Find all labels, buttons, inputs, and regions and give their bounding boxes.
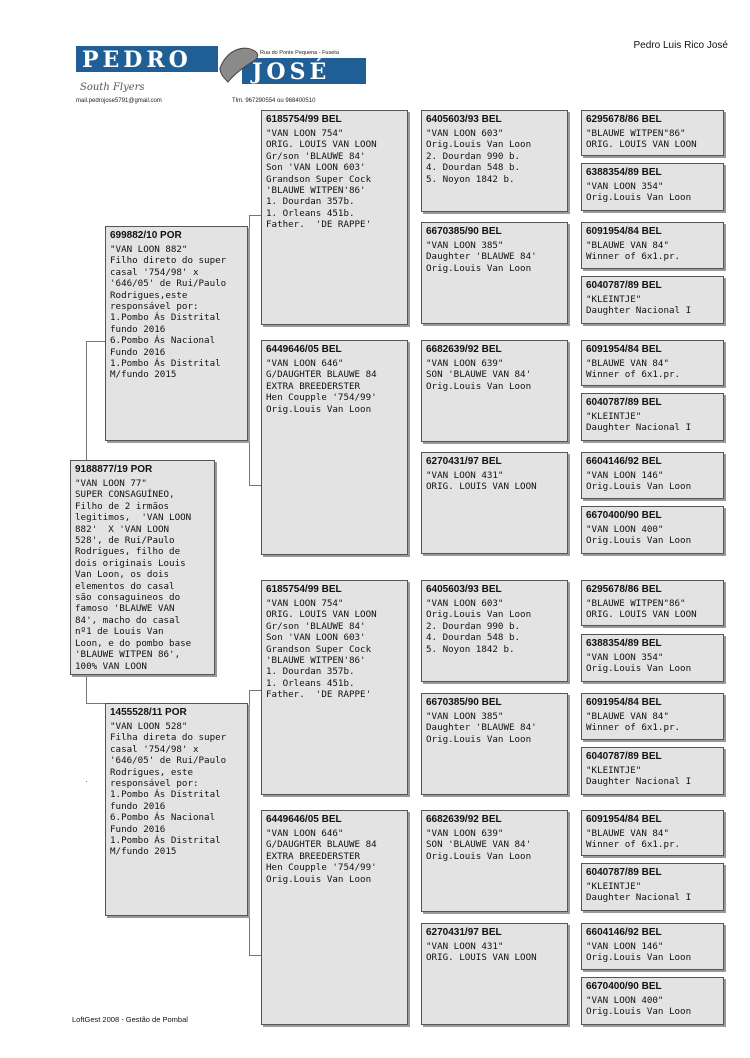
dam-card [105, 703, 248, 916]
connector-line [86, 781, 87, 782]
pigeon-description: "VAN LOON 754" ORIG. LOUIS VAN LOON Gr/son 'BLAUWE 84' Son 'VAN LOON 603' Grandson Super Cock 'BLAUWE WITPEN'86' 1. Dourdan 357b. 1. Orleans 451b. Father. 'DE RAPPE' [266, 128, 377, 231]
connector-line [409, 395, 410, 503]
subject-pigeon-card [70, 460, 215, 675]
connector-line [569, 365, 570, 420]
pigeon-description: "VAN LOON 646" G/DAUGHTER BLAUWE 84 EXTRA BREEDERSTER Hen Coupple '754/99' Orig.Louis Van Loon [266, 358, 377, 415]
pigeon-description: "KLEINTJE" Daughter Nacional I [586, 294, 692, 317]
pigeon-description: "BLAUWE WITPEN"86" ORIG. LOUIS VAN LOON [586, 128, 697, 151]
ancestor-card [581, 393, 724, 441]
owner-name: Pedro Luis Rico José [633, 40, 728, 51]
pigeon-description: "VAN LOON 400" Orig.Louis Van Loon [586, 524, 692, 547]
ring-number: 6449646/05 BEL [266, 814, 342, 825]
pigeon-description: "VAN LOON 431" ORIG. LOUIS VAN LOON [426, 941, 537, 964]
pigeon-description: "VAN LOON 146" Orig.Louis Van Loon [586, 470, 692, 493]
connector-line [86, 703, 106, 704]
pigeon-description: "KLEINTJE" Daughter Nacional I [586, 765, 692, 788]
pigeon-description: "BLAUWE VAN 84" Winner of 6x1.pr. [586, 240, 681, 263]
ring-number: 6295678/86 BEL [586, 114, 662, 125]
ancestor-card [581, 163, 724, 211]
connector-line [569, 720, 570, 775]
logo-email: mail.pedrojose5791@gmail.com [76, 98, 162, 104]
logo-word-1: PEDRO [82, 47, 192, 73]
ancestor-card [581, 580, 724, 626]
connector-line [569, 135, 570, 190]
great-grandparent-card [421, 580, 568, 682]
ancestor-card [581, 923, 724, 970]
pigeon-description: "VAN LOON 754" ORIG. LOUIS VAN LOON Gr/son 'BLAUWE 84' Son 'VAN LOON 603' Grandson Super Cock 'BLAUWE WITPEN'86' 1. Dourdan 357b. 1. Orleans 451b. Father. 'DE RAPPE' [266, 598, 377, 701]
ring-number: 6091954/84 BEL [586, 226, 662, 237]
great-grandparent-card [421, 693, 568, 795]
ring-number: 6670400/90 BEL [586, 510, 662, 521]
connector-line [569, 835, 570, 890]
pigeon-description: "BLAUWE VAN 84" Winner of 6x1.pr. [586, 828, 681, 851]
pigeon-description: "VAN LOON 528" Filha direta do super casal '754/98' x '646/05' de Rui/Paulo Rodrigues, este responsável por: 1.Pombo Ás Distrital fundo 2016 6.Pombo Ás Nacional Fundo 2016 1.Pombo Ás Distrital M/fundo 2015 [110, 721, 227, 858]
logo-graphic [70, 38, 372, 106]
ring-number: 6604146/92 BEL [586, 456, 662, 467]
ring-number: 6091954/84 BEL [586, 814, 662, 825]
grandparent-card [261, 580, 408, 795]
pigeon-description: "VAN LOON 603" Orig.Louis Van Loon 2. Dourdan 990 b. 4. Dourdan 548 b. 5. Noyon 1842 b. [426, 598, 532, 655]
pigeon-description: "VAN LOON 603" Orig.Louis Van Loon 2. Dourdan 990 b. 4. Dourdan 548 b. 5. Noyon 1842 b. [426, 128, 532, 185]
ring-number: 6604146/92 BEL [586, 927, 662, 938]
pigeon-description: "VAN LOON 639" SON 'BLAUWE VAN 84' Orig.Louis Van Loon [426, 828, 532, 862]
connector-line [569, 250, 570, 305]
connector-line [249, 955, 261, 956]
ancestor-card [581, 452, 724, 499]
sire-card [105, 226, 248, 441]
logo-address: Rua do Ponte Pequena - Fuseta [260, 50, 339, 56]
ring-number: 6185754/99 BEL [266, 584, 342, 595]
pigeon-description: "VAN LOON 385" Daughter 'BLAUWE 84' Orig.Louis Van Loon [426, 240, 537, 274]
ring-number: 6670385/90 BEL [426, 697, 502, 708]
great-grandparent-card [421, 452, 568, 554]
ring-number: 6405603/93 BEL [426, 114, 502, 125]
great-grandparent-card [421, 340, 568, 442]
connector-line [409, 635, 410, 745]
ring-number: 6040787/89 BEL [586, 280, 662, 291]
pigeon-description: "BLAUWE VAN 84" Winner of 6x1.pr. [586, 711, 681, 734]
ancestor-card [581, 340, 724, 386]
grandparent-card [261, 110, 408, 325]
pigeon-description: "KLEINTJE" Daughter Nacional I [586, 881, 692, 904]
ring-number: 6040787/89 BEL [586, 397, 662, 408]
grandparent-card [261, 810, 408, 1025]
ring-number: 6449646/05 BEL [266, 344, 342, 355]
pigeon-description: "VAN LOON 77" SUPER CONSAGUÍNEO, Filho de 2 irmãos legitimos, 'VAN LOON 882' X 'VAN LOON 528', de Rui/Paulo Rodrigues, filho de dois originais Louis Van Loon, os dois elementos do casal são consaguineos do famoso 'BLAUWE VAN 84', macho do casal nº1 de Louis Van Loon, e do pombo base 'BLAUWE WITPEN 86', 100% VAN LOON [75, 478, 192, 672]
ring-number: 6091954/84 BEL [586, 344, 662, 355]
great-grandparent-card [421, 923, 568, 1025]
ancestor-card [581, 222, 724, 269]
ring-number: 6670385/90 BEL [426, 226, 502, 237]
pigeon-description: "KLEINTJE" Daughter Nacional I [586, 411, 692, 434]
connector-line [249, 690, 261, 691]
logo-tagline: South Flyers [80, 82, 145, 93]
pigeon-description: "VAN LOON 646" G/DAUGHTER BLAUWE 84 EXTRA BREEDERSTER Hen Coupple '754/99' Orig.Louis Van Loon [266, 828, 377, 885]
connector-line [86, 675, 87, 703]
connector-line [249, 690, 250, 955]
ring-number: 6185754/99 BEL [266, 114, 342, 125]
ancestor-card [581, 863, 724, 911]
pigeon-description: "VAN LOON 882" Filho direto do super casal '754/98' x '646/05' de Rui/Paulo Rodrigues,este responsável por: 1.Pombo Ás Distrital fundo 2016 6.Pombo Ás Nacional Fundo 2016 1.Pombo Ás Distrital M/fundo 2015 [110, 244, 227, 381]
ring-number: 6270431/97 BEL [426, 927, 502, 938]
connector-line [249, 215, 261, 216]
ring-number: 6040787/89 BEL [586, 867, 662, 878]
pigeon-description: "VAN LOON 639" SON 'BLAUWE VAN 84' Orig.Louis Van Loon [426, 358, 532, 392]
ring-number: 6040787/89 BEL [586, 751, 662, 762]
connector-line [409, 165, 410, 273]
ring-number: 6682639/92 BEL [426, 344, 502, 355]
ancestor-card [581, 506, 724, 554]
ring-number: 9188877/19 POR [75, 464, 153, 475]
pigeon-description: "VAN LOON 400" Orig.Louis Van Loon [586, 995, 692, 1018]
connector-line [569, 950, 570, 1005]
ring-number: 699882/10 POR [110, 230, 182, 241]
ring-number: 6295678/86 BEL [586, 584, 662, 595]
pigeon-description: "VAN LOON 354" Orig.Louis Van Loon [586, 652, 692, 675]
connector-line [569, 605, 570, 660]
connector-line [249, 215, 250, 485]
connector-line [569, 480, 570, 535]
great-grandparent-card [421, 222, 568, 324]
logo-phone: Tlm. 967290554 ou 968400510 [232, 98, 316, 104]
logo-word-2: JOSÉ [252, 59, 331, 85]
ancestor-card [581, 693, 724, 740]
ancestor-card [581, 747, 724, 795]
ring-number: 6091954/84 BEL [586, 697, 662, 708]
ring-number: 6270431/97 BEL [426, 456, 502, 467]
connector-line [249, 485, 261, 486]
pigeon-description: "VAN LOON 354" Orig.Louis Van Loon [586, 181, 692, 204]
great-grandparent-card [421, 110, 568, 212]
ring-number: 6682639/92 BEL [426, 814, 502, 825]
ring-number: 6670400/90 BEL [586, 981, 662, 992]
footer-credit: LoftGest 2008 - Gestão de Pombal [72, 1015, 188, 1024]
ancestor-card [581, 276, 724, 324]
great-grandparent-card [421, 810, 568, 912]
ancestor-card [581, 810, 724, 856]
connector-line [86, 341, 87, 461]
pigeon-description: "BLAUWE WITPEN"86" ORIG. LOUIS VAN LOON [586, 598, 697, 621]
breeder-logo [70, 38, 372, 106]
ring-number: 6405603/93 BEL [426, 584, 502, 595]
connector-line [409, 865, 410, 975]
ring-number: 1455528/11 POR [110, 707, 187, 718]
connector-line [86, 341, 106, 342]
ring-number: 6388354/89 BEL [586, 167, 662, 178]
pigeon-description: "VAN LOON 146" Orig.Louis Van Loon [586, 941, 692, 964]
ancestor-card [581, 634, 724, 682]
pigeon-description: "BLAUWE VAN 84" Winner of 6x1.pr. [586, 358, 681, 381]
ring-number: 6388354/89 BEL [586, 638, 662, 649]
pigeon-description: "VAN LOON 431" ORIG. LOUIS VAN LOON [426, 470, 537, 493]
grandparent-card [261, 340, 408, 555]
pigeon-description: "VAN LOON 385" Daughter 'BLAUWE 84' Orig.Louis Van Loon [426, 711, 537, 745]
ancestor-card [581, 977, 724, 1025]
ancestor-card [581, 110, 724, 156]
